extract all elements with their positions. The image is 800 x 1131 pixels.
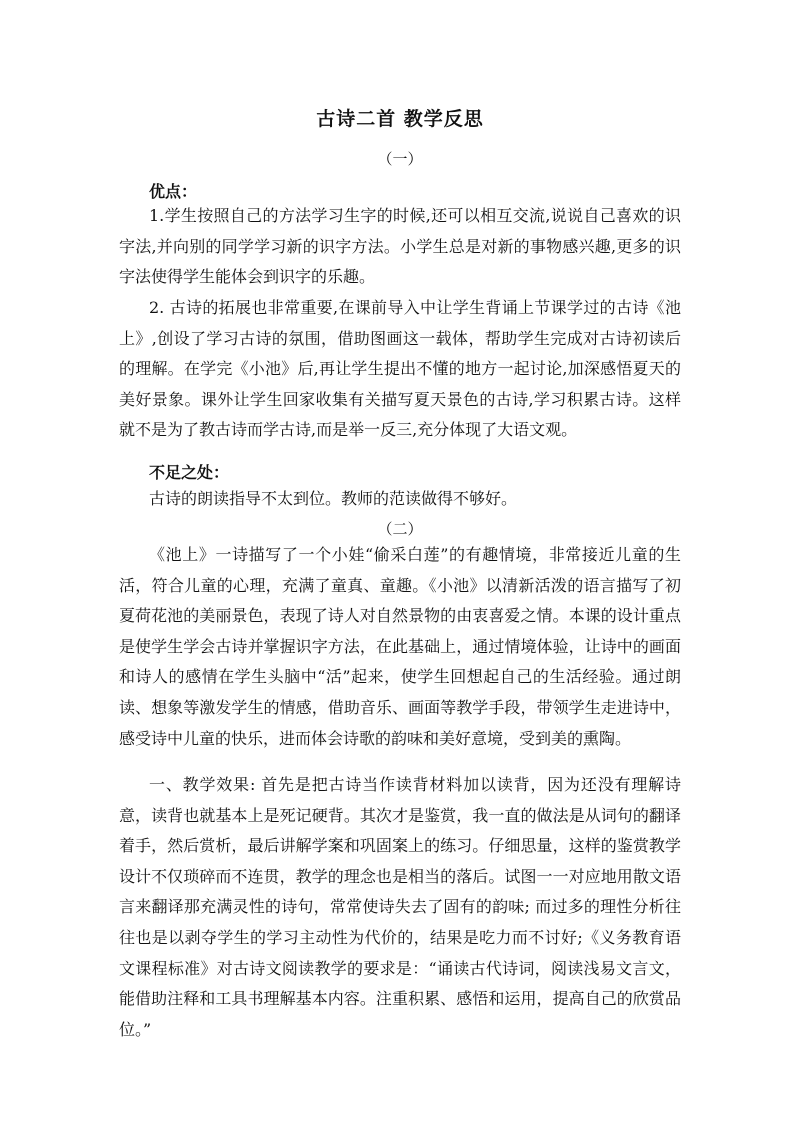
shortcomings-heading: 不足之处： bbox=[149, 463, 230, 482]
section-label-2: （二） bbox=[377, 520, 423, 538]
section2-paragraph-1: 《池上》一诗描写了一个小娃“偷采白莲”的有趣情境，非常接近儿童的生活，符合儿童的心理，充满了童真、童趣。《小池》以清新活泼的语言描写了初夏荷花池的美丽景色，表现了诗人对自然景物的由衷喜爱之情。本课的设计重点是使学生学会古诗并掌握识字方法，在此基础上，通过情境体验，让诗中的画面和诗人的感情在学生头脑中“活”起来，使学生回想起自己的生活经验。通过朗读、想象等激发学生的情感，借助音乐、画面等教学手段，带领学生走进诗中，感受诗中儿童的快乐，进而体会诗歌的韵味和美好意境，受到美的熏陶。 bbox=[119, 545, 681, 748]
advantage-point-1: 1.学生按照自己的方法学习生字的时候,还可以相互交流,说说自己喜欢的识字法,并向别的同学学习新的识字方法。小学生总是对新的事物感兴趣,更多的识字法使得学生能体会到识字的乐趣。 bbox=[119, 206, 681, 287]
section-label-1: （一） bbox=[377, 150, 423, 168]
shortcoming-text: 古诗的朗读指导不太到位。教师的范读做得不够好。 bbox=[149, 489, 518, 508]
section2-paragraph-2: 一、教学效果: 首先是把古诗当作读背材料加以读背，因为还没有理解诗意，读背也就基本上是死记硬背。其次才是鉴赏，我一直的做法是从词句的翻译着手，然后赏析，最后讲解学案和巩固案上的练习。仔细思量，这样的鉴赏教学设计不仅琐碎而不连贯，教学的理念也是相当的落后。试图一一对应地用散文语言来翻译那充满灵性的诗句，常常使诗失去了固有的韵味; 而过多的理性分析往往也是以剥夺学生的学习主动性为代价的，结果是吃力而不讨好;《义务教育语文课程标准》对古诗文阅读教学的要求是：“诵读古代诗词，阅读浅易文言文，能借助注释和工具书理解基本内容。注重积累、感悟和运用，提高自己的欣赏品位。” bbox=[119, 775, 681, 1039]
advantage-point-2: 2. 古诗的拓展也非常重要,在课前导入中让学生背诵上节课学过的古诗《池上》,创设了学习古诗的氛围，借助图画这一载体，帮助学生完成对古诗初读后的理解。在学完《小池》后,再让学生提出不懂的地方一起讨论,加深感悟夏天的美好景象。课外让学生回家收集有关描写夏天景色的古诗,学习积累古诗。这样就不是为了教古诗而学古诗,而是举一反三,充分体现了大语文观。 bbox=[119, 298, 681, 440]
advantages-heading: 优点： bbox=[149, 182, 198, 201]
document-title: 古诗二首 教学反思 bbox=[316, 108, 484, 130]
